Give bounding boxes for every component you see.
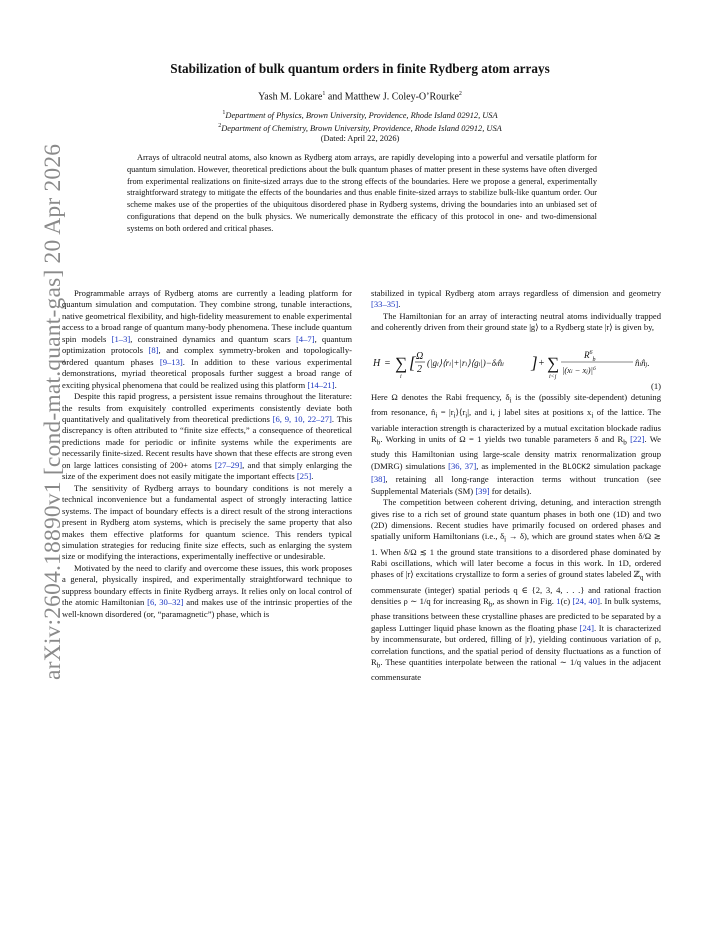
svg-text:H: H <box>373 357 381 369</box>
hamiltonian-equation <box>371 345 661 380</box>
svg-text:∑: ∑ <box>547 353 560 373</box>
arxiv-identifier: arXiv:2604.18890v1 [cond-mat.quant-gas] 20 Apr 2026 <box>40 143 66 680</box>
svg-text:i: i <box>400 373 402 380</box>
paragraph: Here Ω denotes the Rabi frequency, $\delta_i$ is the (possibly site-dependent) detuning from resonance, $n̂_i$ = $|r_i⟩⟨r_i|$, and i, j label sites at positions $x_i$ of the lattice. The variable interaction strength is characterized by a mutual excitation blockade radius $R_b$. Working in units of Ω = 1 yields two tunable parameters δ and $R_b$ [22]. We study this Hamiltonian using large-scale density matrix renormalization group (DMRG) simulations [36, 37], as implemented in the BLOCK2 simulation package [38], retaining all long-range interaction terms without truncation (see Supplemental Materials (SM) [39] for details). <box>371 392 662 496</box>
citation-link[interactable]: [36, 37] <box>448 460 477 471</box>
arxiv-sidebar <box>20 143 66 680</box>
author-coley-orourke: and Matthew J. Coley-O’Rourke <box>325 91 459 103</box>
paragraph: Motivated by the need to clarify and overcome these issues, this work proposes a general, physically inspired, and experimentally straightforward technique to suppress boundary effects in finite Rydberg arrays. It relies only on local control of the atomic Hamiltonian [6, 30–32] and makes use of the intrinsic properties of the well-known disordered (or, “paramagnetic”) phase, which is <box>62 562 353 619</box>
citation-link[interactable]: [33–35] <box>371 299 399 310</box>
citation-link[interactable]: [38] <box>371 474 386 485</box>
citation-link[interactable]: [8] <box>148 345 159 356</box>
right-column <box>371 288 661 684</box>
affiliation-physics: $^1$Department of Physics, Brown University, Providence, Rhode Island 02912, USA <box>222 110 498 120</box>
svg-text:Ω: Ω <box>416 350 424 362</box>
paragraph: Despite this rapid progress, a persistent issue remains throughout the literature: the results from exquisitely controlled experiments consistently deviate both quantitatively and qualitatively from theoretical predictions [6, 9, 10, 22–27]. This discrepancy is often attributed to “finite size effects,” a consequence of theoretical predictions made for periodic or infinite systems while the experiments are necessarily finite-sized. Recent results have shown that these effects are strong even on large lattices consisting of 200+ atoms [27–29], and that simply enlarging the size of the experiment does not easily mitigate the important effects [25]. <box>62 391 353 482</box>
citation-link[interactable]: [25] <box>296 471 312 482</box>
figure-link[interactable]: 1 <box>556 596 561 607</box>
svg-text:+: + <box>538 357 545 369</box>
svg-text:2: 2 <box>417 363 422 375</box>
citation-link[interactable]: [39] <box>475 485 490 496</box>
paragraph: The competition between coherent driving, detuning, and interaction strength gives rise to a rich set of ground state quantum phases in both one (1D) and two (2D) dimensions. Recent studies have primarily focused on ordered phases and spatially uniform Hamiltonians (i.e., $\delta_i \to \delta$), which are ground states when δ/Ω ≳ 1. When δ/Ω ≲ 1 the ground state transitions to a disordered phase dominated by Rabi oscillations, which will later become a focus in this work. In 1D, ordered phases of |r⟩ excitations crystallize to form a series of ground states labeled ℤ$_q$ with commensurate (integer) spatial periods q ∈ {2, 3, 4, . . .} and rational fraction densities ρ ∼ 1/q for increasing $R_b$, as shown in Fig. 1(c) [24, 40]. In bulk systems, phase transitions between these crystalline phases are predicted to be separated by a gapless Luttinger liquid phase known as the floating phase [24]. It is characterized by incommensurate, but ordered, filling of |r⟩, yielding continuous variation of ρ, correlation functions, and the spatial period of density fluctuations as a function of $R_b$. These quantities interpolate between the rational ∼ 1/q values in the adjacent commensurate <box>371 497 662 683</box>
affiliations <box>60 108 660 135</box>
svg-text:∑: ∑ <box>395 353 408 373</box>
paragraph: The Hamiltonian for an array of interacting neutral atoms individually trapped and coherently driven from their ground state |g⟩ to a Rydberg state |r⟩ is given by, <box>371 310 661 333</box>
svg-text:(|gi⟩⟨ri|+|ri⟩⟨gi|)−δin̂i: (|gi⟩⟨ri|+|ri⟩⟨gi|)−δin̂i <box>427 357 504 368</box>
svg-text:i<j: i<j <box>549 373 557 380</box>
equation-number: (1) <box>650 380 661 391</box>
svg-text:n̂in̂j.: n̂in̂j. <box>635 357 650 368</box>
date-line: (Dated: April 22, 2026) <box>320 134 400 143</box>
svg-text:]: ] <box>531 352 538 372</box>
svg-text:[: [ <box>409 352 416 372</box>
svg-text:|(xi − xj)|6: $|(xi - xj)|^6$ <box>562 364 596 375</box>
citation-link[interactable]: [6, 30–32] <box>147 597 184 608</box>
citation-link[interactable]: [27–29] <box>214 459 243 470</box>
left-column <box>62 288 352 620</box>
svg-text:R6b: $R^6_b$ <box>584 349 596 363</box>
abstract: Arrays of ultracold neutral atoms, also known as Rydberg atom arrays, are rapidly developing into a powerful and versatile platform for quantum simulation. However, theoretical predictions about the bulk quantum phases of matter present in these systems have often diverged from experimental realizations on finite-sized arrays due to the strong effects of the boundaries. Here we propose a general, experimentally straightforward strategy to mitigate the effects of the boundaries and thus enable finite-sized arrays to stabilize bulk-like quantum order. Our scheme makes use of the properties of the ubiquitous disordered phase in Rydberg systems, driving the boundaries into an unbiased set of configurations that depend on the bulk physics. We numerically demonstrate the efficacy of this protocol in one- and two-dimensional systems on both ordered and critical phases. <box>127 153 597 233</box>
citation-link[interactable]: [6, 9, 10, 22–27] <box>272 413 332 424</box>
svg-text:=: = <box>384 357 391 369</box>
citation-link[interactable]: [14–21] <box>307 379 335 390</box>
citation-link[interactable]: [24] <box>579 622 594 633</box>
citation-link[interactable]: [9–13] <box>159 356 183 367</box>
author-list: Yash M. Lokare$^1$ and Matthew J. Coley-O’Rourke$^2$ <box>258 91 462 103</box>
code-name: BLOCK2 <box>562 463 591 472</box>
author-lokare: Yash M. Lokare <box>258 91 323 103</box>
citation-link[interactable]: [24, 40] <box>572 596 600 607</box>
citation-link[interactable]: [4–7] <box>295 333 315 344</box>
paragraph: stabilized in typical Rydberg atom arrays regardless of dimension and geometry [33–35]. <box>371 288 661 310</box>
paper-title: Stabilization of bulk quantum orders in finite Rydberg atom arrays <box>170 61 550 76</box>
paragraph: Programmable arrays of Rydberg atoms are currently a leading platform for quantum simulation and computation. They combine strong, tunable interactions, native geometrical flexibility, and high-fidelity measurement to enable experimental access to a broad range of quantum many-body phenomena. These include quantum spin models [1–3], constrained dynamics and quantum scars [4–7], quantum optimization protocols [8], and complex symmetry-broken and topologically-ordered quantum phases [9–13]. In addition to these various experimental demonstrations, myriad theoretical proposals further suggest a broad range of exciting physical phenomena that could be realized using this platform [14–21]. <box>62 288 353 390</box>
paragraph: The sensitivity of Rydberg arrays to boundary conditions is not merely a technical inconvenience but a fundamental aspect of strongly interacting lattice systems. The impact of boundary effects is a direct result of the strong interactions present in Rydberg atom systems, which is precisely the same property that also makes them effective platforms for quantum science. This renders typical simulation strategies for reducing finite size effects, such as enlarging the system size or modifying the interactions, experimentally ineffective or undesirable. <box>62 482 352 562</box>
citation-link[interactable]: [22] <box>630 434 645 445</box>
affiliation-chemistry: $^2$Department of Chemistry, Brown University, Providence, Rhode Island 02912, USA <box>218 123 502 134</box>
citation-link[interactable]: [1–3] <box>111 333 131 344</box>
equation-graphic <box>371 345 661 381</box>
